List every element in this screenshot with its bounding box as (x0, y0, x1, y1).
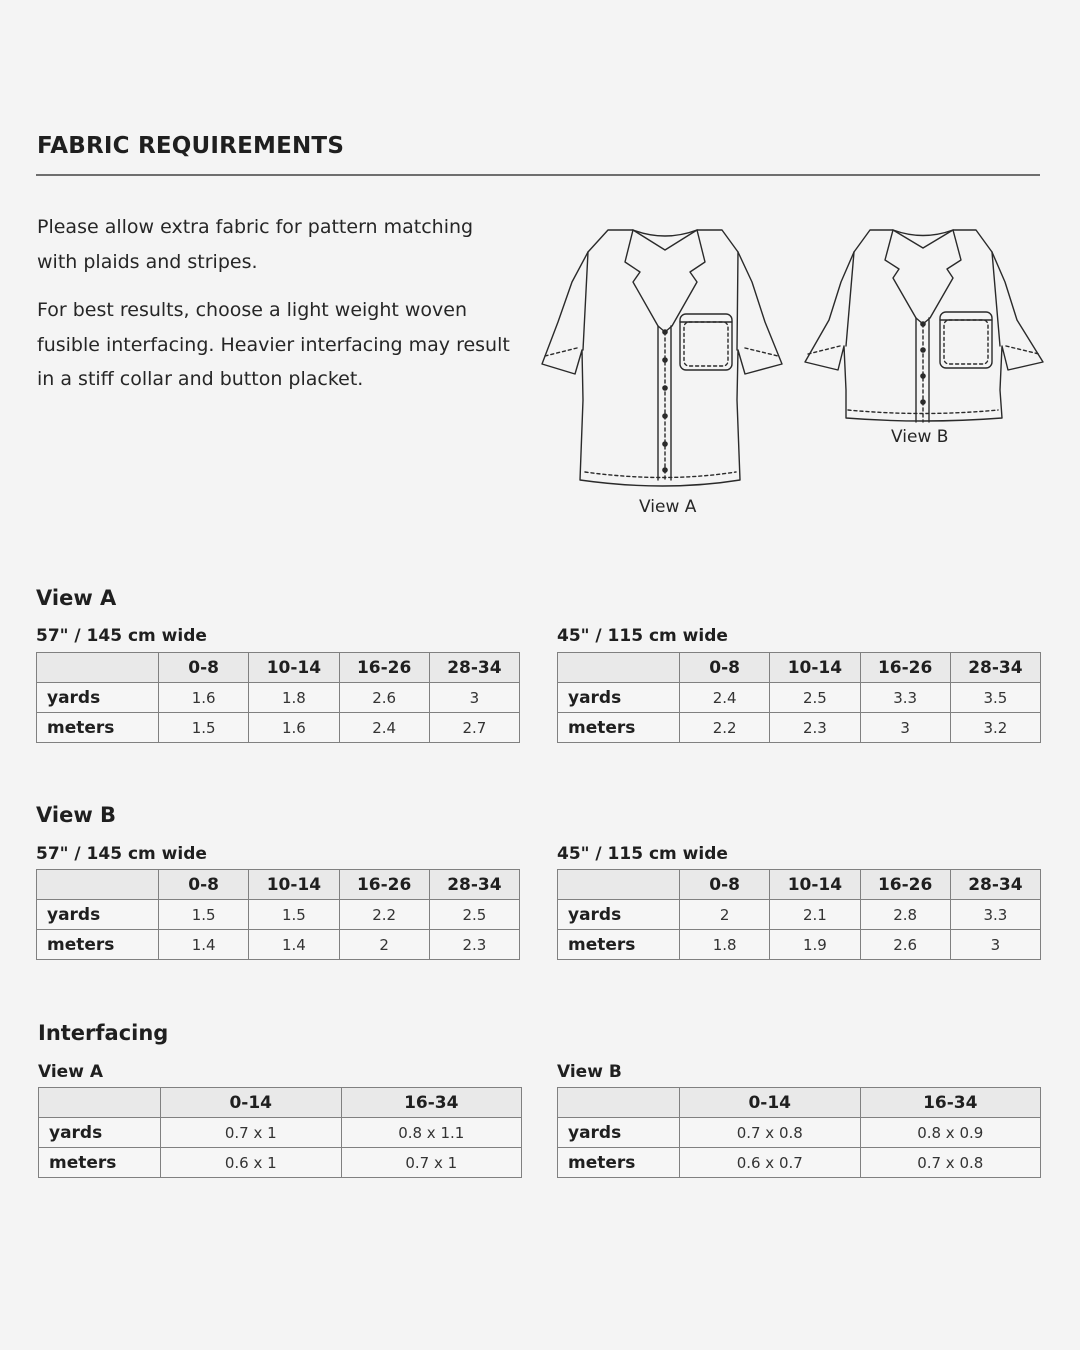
row-label: yards (39, 1118, 161, 1148)
table-cell: 2.4 (680, 683, 770, 713)
size-header: 28-34 (950, 653, 1040, 683)
table-cell: 1.6 (159, 683, 249, 713)
corner-cell (558, 870, 680, 900)
interfacing-view-b-label: View B (557, 1062, 622, 1082)
size-header: 10-14 (770, 653, 860, 683)
view-a-45-table (557, 652, 1041, 743)
table-cell: 3 (860, 713, 950, 743)
table-cell: 3 (950, 930, 1040, 960)
table-cell: 0.8 x 0.9 (860, 1118, 1041, 1148)
table-cell: 0.6 x 1 (161, 1148, 342, 1178)
size-header: 16-26 (339, 870, 429, 900)
size-header: 0-8 (159, 653, 249, 683)
table-cell: 0.7 x 1 (161, 1118, 342, 1148)
interfacing-heading: Interfacing (38, 1021, 169, 1045)
table-row (558, 900, 1041, 930)
interfacing-view-a-label: View A (38, 1062, 103, 1082)
table-header-row (37, 870, 520, 900)
title-divider (36, 174, 1040, 176)
row-label: yards (558, 1118, 680, 1148)
table-cell: 2.7 (429, 713, 519, 743)
row-label: yards (37, 683, 159, 713)
table-row (39, 1118, 522, 1148)
table-cell: 1.4 (249, 930, 339, 960)
size-header: 10-14 (770, 870, 860, 900)
table-row (558, 930, 1041, 960)
size-header: 0-8 (159, 870, 249, 900)
size-header: 10-14 (249, 653, 339, 683)
view-a-shirt-drawing (542, 230, 782, 486)
table-row (37, 930, 520, 960)
table-cell: 1.6 (249, 713, 339, 743)
row-label: yards (558, 900, 680, 930)
table-row (39, 1148, 522, 1178)
view-b-57-label: 57" / 145 cm wide (36, 844, 207, 864)
table-cell: 2.1 (770, 900, 860, 930)
table-header-row (39, 1088, 522, 1118)
page-title: FABRIC REQUIREMENTS (37, 133, 345, 159)
size-header: 16-26 (339, 653, 429, 683)
table-cell: 0.7 x 0.8 (680, 1118, 861, 1148)
table-cell: 2.3 (429, 930, 519, 960)
size-header: 0-8 (680, 870, 770, 900)
size-header: 0-14 (161, 1088, 342, 1118)
intro-paragraph-interfacing: For best results, choose a light weight woven fusible interfacing. Heavier interfacing may result in a stiff collar and button placket. (37, 299, 510, 390)
table-cell: 2 (680, 900, 770, 930)
size-header: 10-14 (249, 870, 339, 900)
table-cell: 1.8 (680, 930, 770, 960)
size-header: 16-34 (341, 1088, 522, 1118)
view-b-heading: View B (36, 803, 117, 827)
table-row (558, 1148, 1041, 1178)
row-label: meters (558, 930, 680, 960)
table-header-row (558, 653, 1041, 683)
view-a-heading: View A (36, 586, 117, 610)
table-cell: 3.3 (860, 683, 950, 713)
corner-cell (39, 1088, 161, 1118)
shirt-illustrations (540, 222, 1050, 497)
table-cell: 0.7 x 0.8 (860, 1148, 1041, 1178)
intro-paragraph-plaids: Please allow extra fabric for pattern matching with plaids and stripes. (37, 216, 474, 273)
table-cell: 2 (339, 930, 429, 960)
table-cell: 1.9 (770, 930, 860, 960)
size-header: 16-26 (860, 870, 950, 900)
caption-view-b: View B (891, 427, 949, 447)
row-label: meters (37, 713, 159, 743)
table-cell: 1.5 (159, 900, 249, 930)
table-cell: 0.7 x 1 (341, 1148, 522, 1178)
row-label: yards (37, 900, 159, 930)
row-label: meters (558, 713, 680, 743)
table-cell: 3.2 (950, 713, 1040, 743)
size-header: 16-34 (860, 1088, 1041, 1118)
intro-text (37, 210, 517, 411)
size-header: 28-34 (429, 653, 519, 683)
corner-cell (37, 870, 159, 900)
view-a-57-label: 57" / 145 cm wide (36, 626, 207, 646)
table-header-row (37, 653, 520, 683)
table-cell: 2.3 (770, 713, 860, 743)
table-row (37, 713, 520, 743)
row-label: meters (558, 1148, 680, 1178)
row-label: yards (558, 683, 680, 713)
table-row (37, 683, 520, 713)
size-header: 28-34 (429, 870, 519, 900)
table-cell: 2.2 (339, 900, 429, 930)
table-cell: 2.6 (860, 930, 950, 960)
size-header: 28-34 (950, 870, 1040, 900)
corner-cell (558, 653, 680, 683)
size-header: 16-26 (860, 653, 950, 683)
row-label: meters (37, 930, 159, 960)
interfacing-view-a-table (38, 1087, 522, 1178)
table-row (558, 1118, 1041, 1148)
table-row (37, 900, 520, 930)
table-cell: 1.5 (249, 900, 339, 930)
corner-cell (558, 1088, 680, 1118)
view-b-45-label: 45" / 115 cm wide (557, 844, 728, 864)
table-cell: 2.8 (860, 900, 950, 930)
table-cell: 1.8 (249, 683, 339, 713)
table-cell: 3.3 (950, 900, 1040, 930)
size-header: 0-14 (680, 1088, 861, 1118)
view-b-45-table (557, 869, 1041, 960)
table-cell: 3 (429, 683, 519, 713)
row-label: meters (39, 1148, 161, 1178)
table-cell: 2.2 (680, 713, 770, 743)
table-header-row (558, 1088, 1041, 1118)
table-cell: 0.6 x 0.7 (680, 1148, 861, 1178)
size-header: 0-8 (680, 653, 770, 683)
table-header-row (558, 870, 1041, 900)
table-cell: 0.8 x 1.1 (341, 1118, 522, 1148)
table-cell: 2.4 (339, 713, 429, 743)
table-cell: 2.6 (339, 683, 429, 713)
table-cell: 2.5 (429, 900, 519, 930)
table-cell: 2.5 (770, 683, 860, 713)
table-row (558, 713, 1041, 743)
interfacing-view-b-table (557, 1087, 1041, 1178)
table-cell: 3.5 (950, 683, 1040, 713)
table-row (558, 683, 1041, 713)
caption-view-a: View A (639, 497, 697, 517)
view-b-57-table (36, 869, 520, 960)
corner-cell (37, 653, 159, 683)
table-cell: 1.4 (159, 930, 249, 960)
view-a-45-label: 45" / 115 cm wide (557, 626, 728, 646)
view-a-57-table (36, 652, 520, 743)
table-cell: 1.5 (159, 713, 249, 743)
